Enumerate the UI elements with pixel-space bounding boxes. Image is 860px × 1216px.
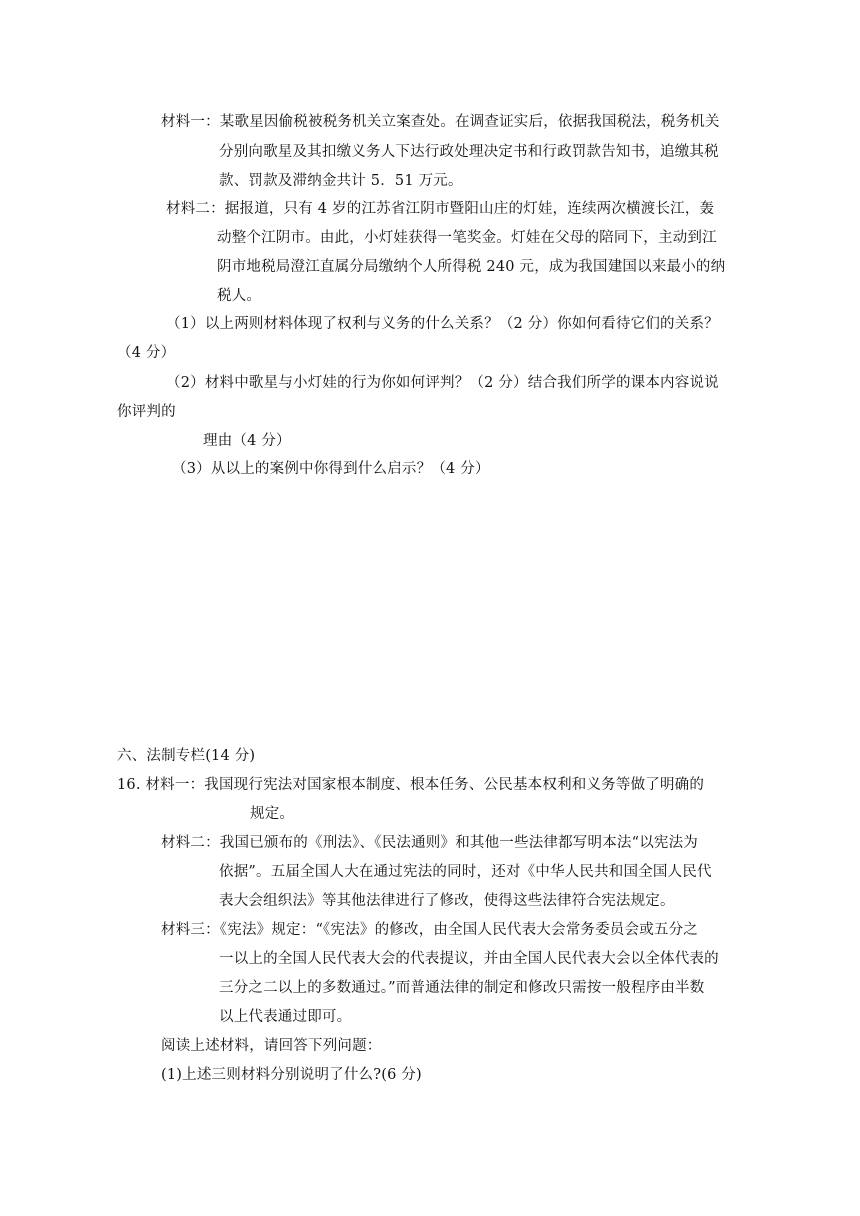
q16-material-2-line-1: 材料二：我国已颁布的《刑法》、《民法通则》和其他一些法律都写明本法“以宪法为 [161,835,699,851]
question-1-line-1: （1）以上两则材料体现了权利与义务的什么关系？（2 分）你如何看待它们的关系？ [166,316,719,332]
q16-material-3-line-4: 以上代表通过即可。 [219,1009,352,1025]
material-2-line-3: 阴市地税局澄江直属分局缴纳个人所得税 240 元，成为我国建国以来最小的纳 [217,259,726,275]
question-2-line-3: 理由（4 分） [203,433,291,449]
material-2-line-1: 材料二：据报道，只有 4 岁的江苏省江阴市暨阳山庄的灯娃，连续两次横渡长江，轰 [166,201,715,217]
q16-material-3-line-3: 三分之二以上的多数通过。”而普通法律的制定和修改只需按一般程序由半数 [219,980,705,996]
material-1-line-2: 分别向歌星及其扣缴义务人下达行政处理决定书和行政罚款告知书，追缴其税 [219,144,719,160]
question-3: （3）从以上的案例中你得到什么启示？（4 分） [172,461,490,477]
q16-question-1: (1)上述三则材料分别说明了什么?(6 分) [161,1067,422,1083]
q16-material-1-line-2: 规定。 [250,806,295,822]
question-2-line-1: （2）材料中歌星与小灯娃的行为你如何评判？（2 分）结合我们所学的课本内容说说 [166,375,719,391]
material-1-line-1: 材料一：某歌星因偷税被税务机关立案查处。在调查证实后，依据我国税法，税务机关 [161,114,720,130]
q16-material-3-line-2: 一以上的全国人民代表大会的代表提议，并由全国人民代表大会以全体代表的 [219,951,719,967]
q16-material-1-line-1: 16. 材料一：我国现行宪法对国家根本制度、根本任务、公民基本权利和义务等做了明确的 [117,777,705,793]
material-2-line-4: 税人。 [217,288,262,304]
section-6-heading: 六、法制专栏(14 分) [117,748,256,764]
material-2-line-2: 动整个江阴市。由此，小灯娃获得一笔奖金。灯娃在父母的陪同下，主动到江 [217,230,717,246]
q16-material-3-line-1: 材料三：《宪法》规定：“《宪法》的修改，由全国人民代表大会常务委员会或五分之 [161,922,699,938]
q16-material-2-line-2: 依据”。五届全国人大在通过宪法的同时，还对《中华人民共和国全国人民代 [219,864,712,880]
question-1-line-2: （4 分） [117,345,176,361]
material-1-line-3: 款、罚款及滞纳金共计 5．51 万元。 [219,173,463,189]
q16-material-2-line-3: 表大会组织法》等其他法律进行了修改，使得这些法律符合宪法规定。 [219,893,675,909]
reading-prompt: 阅读上述材料，请回答下列问题： [161,1038,382,1054]
question-2-line-2: 你评判的 [117,404,176,420]
